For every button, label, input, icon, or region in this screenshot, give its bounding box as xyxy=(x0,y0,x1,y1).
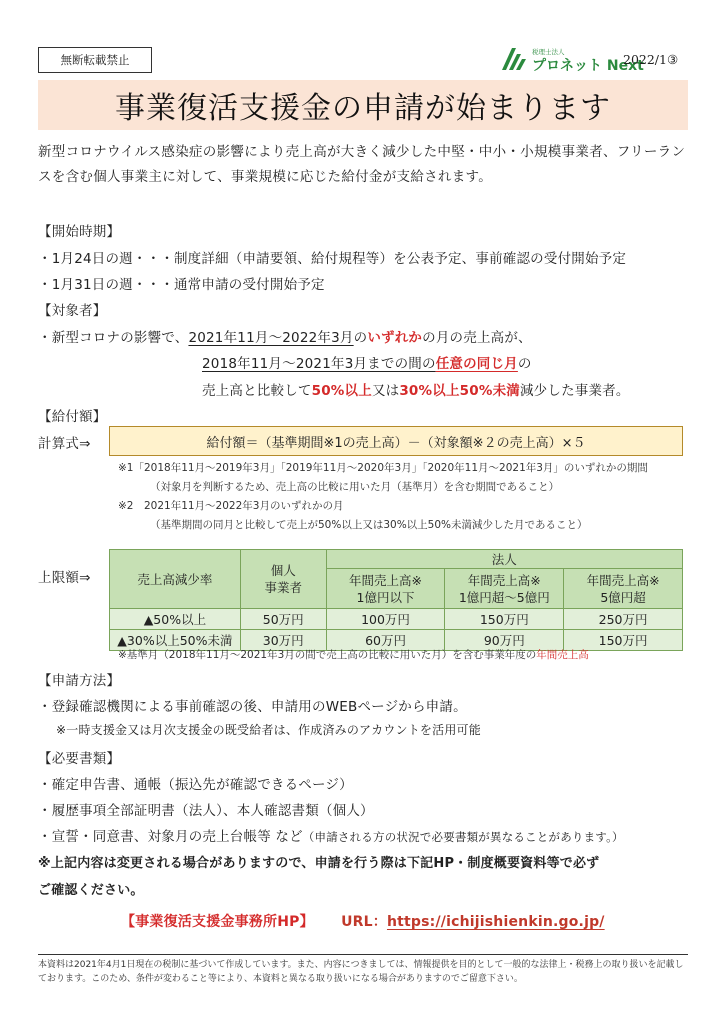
header-corp-small: 年間売上高※ 1億円以下 xyxy=(326,569,445,609)
formula-text: 給付額＝（基準期間※1の売上高）－（対象額※２の売上高）×５ xyxy=(206,435,586,451)
limit-note xyxy=(118,647,589,662)
issue-date: 2022/1③ xyxy=(623,52,679,67)
amount-cell: 100万円 xyxy=(326,609,445,630)
title-band xyxy=(38,80,688,130)
office-line xyxy=(121,911,605,931)
limit-note-emphasis: 年間売上高 xyxy=(536,649,589,661)
start-item-2: ・1月31日の週・・・通常申請の受付開始予定 xyxy=(38,277,325,293)
header-corp-large: 年間売上高※ 5億円超 xyxy=(564,569,683,609)
limit-label: 上限額⇒ xyxy=(38,570,91,586)
header-corporation: 法人 xyxy=(326,550,682,569)
target-line-3 xyxy=(202,379,630,399)
docs-item-1: ・確定申告書、通帳（振込先が確認できるページ） xyxy=(38,777,353,793)
target-heading: 【対象者】 xyxy=(38,303,107,319)
note-1: ※1「2018年11月～2019年3月」「2019年11月～2020年3月」「2020年11月～2021年3月」のいずれかの期間 xyxy=(118,462,648,474)
caution-line-1: ※上記内容は変更される場合がありますので、申請を行う際は下記HP・制度概要資料等で必ず xyxy=(38,856,600,871)
target-text: の xyxy=(353,330,368,346)
docs-item-3-note: （申請される方の状況で必要書類が異なることがあります。） xyxy=(302,830,624,844)
amount-heading: 【給付額】 xyxy=(38,409,107,425)
rate-cell: ▲30%以上50%未満 xyxy=(110,630,241,651)
amount-cell: 50万円 xyxy=(240,609,326,630)
amount-cell: 150万円 xyxy=(445,609,564,630)
target-text: の月の売上高が、 xyxy=(422,330,532,346)
docs-item-3-main: ・宣誓・同意書、対象月の売上台帳等 など xyxy=(38,829,303,845)
header-rate: 売上高減少率 xyxy=(110,550,241,609)
docs-item-3 xyxy=(38,825,624,845)
target-text: 減少した事業者。 xyxy=(519,383,630,399)
target-emphasis: 50%以上 xyxy=(311,383,372,399)
company-logo xyxy=(500,46,644,74)
limit-table xyxy=(109,549,683,651)
no-reprint-stamp: 無断転載禁止 xyxy=(38,47,152,73)
limit-note-text: ※基準月（2018年11月～2021年3月の間で売上高の比較に用いた月）を含む事業年度の xyxy=(118,649,537,661)
formula-box xyxy=(109,426,683,456)
method-item-2: ※一時支援金又は月次支援金の既受給者は、作成済みのアカウントを活用可能 xyxy=(56,723,481,737)
header-corp-medium: 年間売上高※ 1億円超～5億円 xyxy=(445,569,564,609)
footer-divider xyxy=(38,954,688,955)
amount-cell: 30万円 xyxy=(240,630,326,651)
table-row xyxy=(110,609,683,630)
lead-paragraph: 新型コロナウイルス感染症の影響により売上高が大きく減少した中堅・中小・小規模事業者、フリーランスを含む個人事業主に対して、事業規模に応じた給付金が支給されます。 xyxy=(38,144,686,185)
docs-heading: 【必要書類】 xyxy=(38,751,121,767)
target-text: ・新型コロナの影響で、 xyxy=(38,330,189,346)
rate-cell: ▲50%以上 xyxy=(110,609,241,630)
amount-cell: 90万円 xyxy=(445,630,564,651)
start-item-1: ・1月24日の週・・・制度詳細（申請要領、給付規程等）を公表予定、事前確認の受付開始予定 xyxy=(38,251,627,267)
note-2b: （基準期間の同月と比較して売上が50%以上又は30%以上50%未満減少した月であること） xyxy=(150,519,588,531)
footer-disclaimer: 本資料は2021年4月1日現在の税制に基づいて作成しています。また、内容につきましては、情報提供を目的として一般的な法律上・税務上の取り扱いを記載しております。このため、条件が変わること等により、本資料と異なる取り扱いになる場合がありますのでご留意下さい。 xyxy=(38,960,684,984)
comparison-period: 2018年11月～2021年3月までの間の xyxy=(202,356,436,372)
amount-cell: 250万円 xyxy=(564,609,683,630)
method-heading: 【申請方法】 xyxy=(38,673,121,689)
amount-cell: 150万円 xyxy=(564,630,683,651)
method-item-1: ・登録確認機関による事前確認の後、申請用のWEBページから申請。 xyxy=(38,699,467,715)
target-emphasis: 任意の同じ月 xyxy=(435,356,518,372)
office-name: 【事業復活支援金事務所HP】 xyxy=(121,914,314,930)
note-1b: （対象月を判断するため、売上高の比較に用いた月（基準月）を含む期間であること） xyxy=(150,481,560,493)
target-emphasis: 30%以上50%未満 xyxy=(399,383,520,399)
amount-cell: 60万円 xyxy=(326,630,445,651)
logo-icon xyxy=(500,46,528,72)
target-line-2 xyxy=(202,352,532,372)
note-2: ※2 2021年11月～2022年3月のいずれかの月 xyxy=(118,500,344,512)
office-url-link[interactable]: https://ichijishienkin.go.jp/ xyxy=(386,914,605,930)
docs-item-2: ・履歴事項全部証明書（法人）、本人確認書類（個人） xyxy=(38,803,374,819)
logo-subtitle: 税理士法人 xyxy=(532,48,565,56)
start-heading: 【開始時期】 xyxy=(38,224,121,240)
url-label: URL： xyxy=(341,914,387,930)
page-title: 事業復活支援金の申請が始まります xyxy=(115,91,611,126)
logo-name: プロネット Next xyxy=(532,58,644,74)
formula-label: 計算式⇒ xyxy=(38,436,91,452)
target-text: の xyxy=(517,356,532,372)
target-emphasis: いずれか xyxy=(367,330,423,346)
caution-line-2: ご確認ください。 xyxy=(38,883,144,898)
target-line-1 xyxy=(38,326,532,346)
target-period: 2021年11月～2022年3月 xyxy=(188,330,354,346)
target-text: 又は xyxy=(371,383,400,399)
target-text: 売上高と比較して xyxy=(202,383,312,399)
header-individual: 個人 事業者 xyxy=(240,550,326,609)
